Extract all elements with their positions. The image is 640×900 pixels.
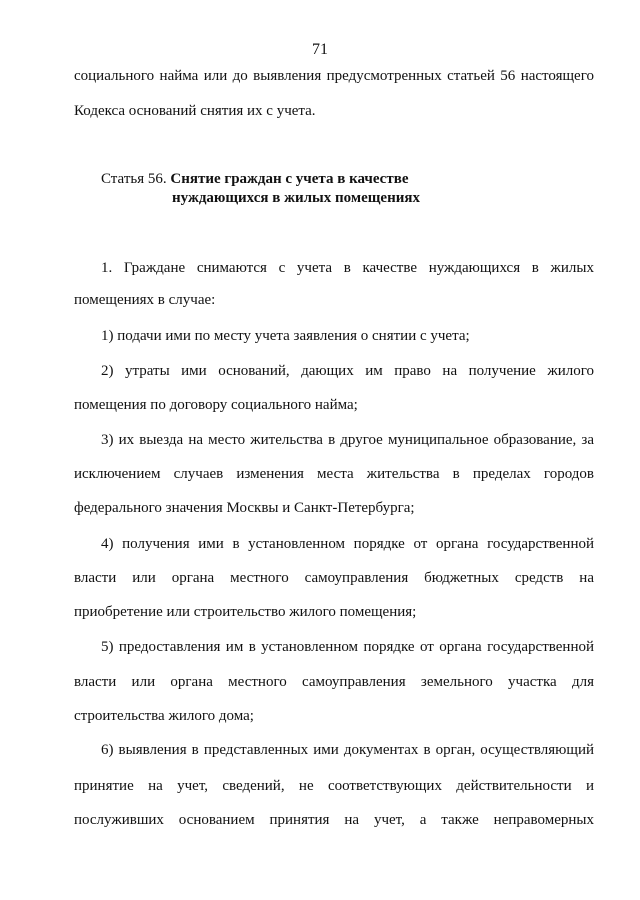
intro-line-1: социального найма или до выявления предусмотренных статьей 56 настоящего (74, 68, 594, 84)
item-4-line-3: приобретение или строительство жилого помещения; (74, 604, 417, 620)
item-6-line-3: послуживших основанием принятия на учет, а также неправомерных (74, 812, 594, 828)
article-title-line-1: Снятие граждан с учета в качестве (170, 171, 409, 187)
intro-line-2: Кодекса оснований снятия их с учета. (74, 103, 316, 119)
item-4-line-2: власти или органа местного самоуправления бюджетных средств на (74, 570, 594, 586)
item-5-line-1: 5) предоставления им в установленном порядке от органа государственной (101, 639, 594, 655)
item-2-line-1: 2) утраты ими оснований, дающих им право на получение жилого (101, 363, 594, 379)
item-6-line-2: принятие на учет, сведений, не соответствующих действительности и (74, 778, 594, 794)
page-number: 71 (312, 41, 328, 58)
item-6-line-1: 6) выявления в представленных ими документах в орган, осуществляющий (101, 742, 594, 758)
item-3-line-2: исключением случаев изменения места жительства в пределах городов (74, 466, 594, 482)
paragraph-1-line-1: 1. Граждане снимаются с учета в качестве нуждающихся в жилых (101, 260, 594, 276)
item-1-line-1: 1) подачи ими по месту учета заявления о снятии с учета; (101, 328, 470, 344)
item-3-line-3: федерального значения Москвы и Санкт-Петербурга; (74, 500, 415, 516)
item-5-line-3: строительства жилого дома; (74, 708, 254, 724)
article-label: Статья 56. (101, 171, 167, 187)
item-4-line-1: 4) получения ими в установленном порядке от органа государственной (101, 536, 594, 552)
paragraph-1-line-2: помещениях в случае: (74, 292, 216, 308)
article-heading (101, 170, 408, 188)
item-5-line-2: власти или органа местного самоуправления земельного участка для (74, 674, 594, 690)
article-title-line-2: нуждающихся в жилых помещениях (172, 190, 420, 206)
item-3-line-1: 3) их выезда на место жительства в другое муниципальное образование, за (101, 432, 594, 448)
item-2-line-2: помещения по договору социального найма; (74, 397, 358, 413)
